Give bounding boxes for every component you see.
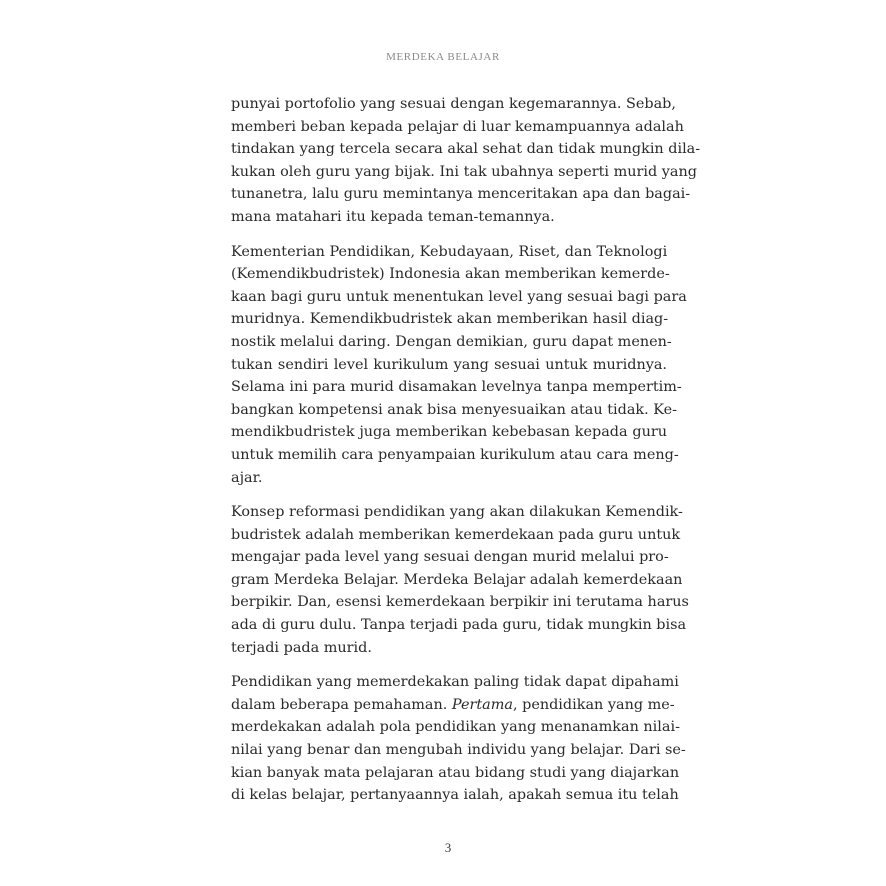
text-line: berpikir. Dan, esensi kemerdekaan berpikir ini terutama harus <box>231 594 689 611</box>
text-line: Konsep reformasi pendidikan yang akan dilakukan Kemendik- <box>231 504 683 521</box>
body-text <box>231 93 701 819</box>
paragraph-2 <box>231 241 687 490</box>
text-segment: dalam beberapa pemahaman. <box>231 696 452 713</box>
text-line: mana matahari itu kepada teman-temannya. <box>231 208 555 225</box>
text-line: Pendidikan yang memerdekakan paling tidak dapat dipahami <box>231 674 679 691</box>
paragraph-3 <box>231 501 689 659</box>
text-line: mengajar pada level yang sesuai dengan murid melalui pro- <box>231 549 669 566</box>
text-line: Selama ini para murid disamakan levelnya tanpa mempertim- <box>231 379 682 396</box>
text-line: mendikbudristek juga memberikan kebebasan kepada guru <box>231 424 667 441</box>
text-line: (Kemendikbudristek) Indonesia akan memberikan kemerde- <box>231 266 670 283</box>
text-line: kukan oleh guru yang bijak. Ini tak ubahnya seperti murid yang <box>231 163 697 180</box>
paragraph-1 <box>231 93 701 229</box>
text-line: nilai yang benar dan mengubah individu yang belajar. Dari se- <box>231 742 686 759</box>
paragraph-4 <box>231 671 686 807</box>
italic-term: Pertama <box>451 696 513 713</box>
text-line: kaan bagi guru untuk menentukan level yang sesuai bagi para <box>231 288 687 305</box>
text-line-with-italic <box>231 694 675 717</box>
text-line: ada di guru dulu. Tanpa terjadi pada guru, tidak mungkin bisa <box>231 617 687 634</box>
text-line: tindakan yang tercela secara akal sehat dan tidak mungkin dila- <box>231 141 701 158</box>
text-line: di kelas belajar, pertanyaannya ialah, apakah semua itu telah <box>231 787 679 804</box>
text-line: untuk memilih cara penyampaian kurikulum atau cara meng- <box>231 446 679 463</box>
text-line: Kementerian Pendidikan, Kebudayaan, Riset, dan Teknologi <box>231 243 668 260</box>
text-line: budristek adalah memberikan kemerdekaan pada guru untuk <box>231 526 681 543</box>
running-header: MERDEKA BELAJAR <box>386 51 500 63</box>
text-line: punyai portofolio yang sesuai dengan kegemarannya. Sebab, <box>231 96 676 112</box>
text-line: tunanetra, lalu guru memintanya menceritakan apa dan bagai- <box>231 186 691 203</box>
page-number: 3 <box>444 840 452 855</box>
text-line: muridnya. Kemendikbudristek akan memberikan hasil diag- <box>231 311 669 328</box>
text-line: bangkan kompetensi anak bisa menyesuaikan atau tidak. Ke- <box>231 401 678 418</box>
text-line: merdekakan adalah pola pendidikan yang menanamkan nilai- <box>231 719 680 736</box>
text-line: terjadi pada murid. <box>231 639 372 656</box>
text-line: memberi beban kepada pelajar di luar kemampuannya adalah <box>231 118 684 135</box>
text-line: nostik melalui daring. Dengan demikian, guru dapat menen- <box>231 333 672 350</box>
text-line: kian banyak mata pelajaran atau bidang studi yang diajarkan <box>231 764 680 781</box>
text-segment: , pendidikan yang me- <box>512 696 675 713</box>
text-line: tukan sendiri level kurikulum yang sesuai untuk muridnya. <box>231 356 667 373</box>
text-line: gram Merdeka Belajar. Merdeka Belajar adalah kemerdekaan <box>231 571 683 588</box>
text-line: ajar. <box>231 469 263 486</box>
